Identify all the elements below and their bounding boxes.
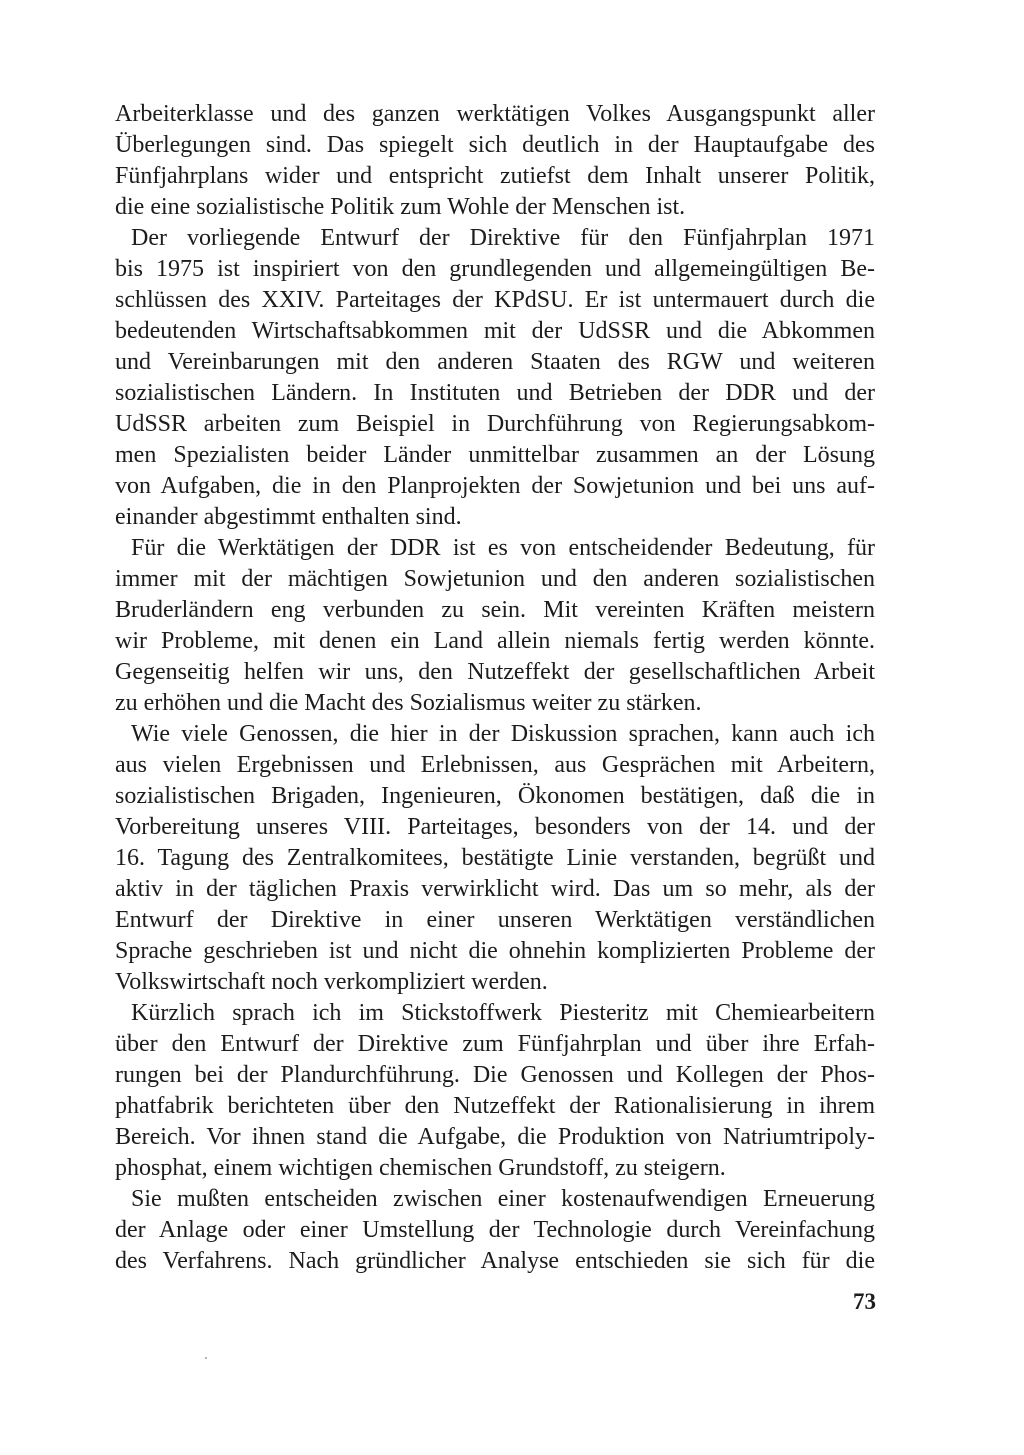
text-line: immer mit der mächtigen Sowjetunion und den anderen sozialistischen (115, 566, 875, 592)
text-line: und Vereinbarungen mit den anderen Staaten des RGW und weiteren (115, 349, 875, 375)
text-line: Sprache geschrieben ist und nicht die ohnehin komplizierten Probleme der (115, 938, 875, 964)
text-line: rungen bei der Plandurchführung. Die Genossen und Kollegen der Phos- (115, 1062, 875, 1088)
body-text (115, 99, 875, 1277)
paragraph-first-line: Sie mußten entscheiden zwischen einer kostenaufwendigen Erneuerung (131, 1186, 875, 1212)
text-line: bedeutenden Wirtschaftsabkommen mit der UdSSR und die Abkommen (115, 318, 875, 344)
text-line: von Aufgaben, die in den Planprojekten der Sowjetunion und bei uns auf- (115, 473, 875, 499)
text-line: Vorbereitung unseres VIII. Parteitages, besonders von der 14. und der (115, 814, 875, 840)
text-line: des Verfahrens. Nach gründlicher Analyse entschieden sie sich für die (115, 1248, 875, 1274)
text-line: Bruderländern eng verbunden zu sein. Mit vereinten Kräften meistern (115, 597, 875, 623)
text-line: Gegenseitig helfen wir uns, den Nutzeffekt der gesellschaftlichen Arbeit (115, 659, 875, 685)
text-line: sozialistischen Brigaden, Ingenieuren, Ökonomen bestätigen, daß die in (115, 783, 875, 809)
text-line: sozialistischen Ländern. In Instituten und Betrieben der DDR und der (115, 380, 875, 406)
text-line: Überlegungen sind. Das spiegelt sich deutlich in der Hauptaufgabe des (115, 132, 875, 158)
text-line: Entwurf der Direktive in einer unseren Werktätigen verständlichen (115, 907, 875, 933)
text-line: phosphat, einem wichtigen chemischen Grundstoff, zu steigern. (115, 1155, 726, 1181)
scan-speck (205, 1357, 207, 1359)
text-line: 16. Tagung des Zentralkomitees, bestätigte Linie verstanden, begrüßt und (115, 845, 875, 871)
text-line: wir Probleme, mit denen ein Land allein niemals fertig werden könnte. (115, 628, 875, 654)
paragraph-first-line: Für die Werktätigen der DDR ist es von entscheidender Bedeutung, für (131, 535, 875, 561)
text-line: UdSSR arbeiten zum Beispiel in Durchführung von Regierungsabkom- (115, 411, 875, 437)
page-number: 73 (853, 1289, 876, 1314)
text-line: bis 1975 ist inspiriert von den grundlegenden und allgemeingültigen Be- (115, 256, 875, 282)
text-line: Bereich. Vor ihnen stand die Aufgabe, die Produktion von Natriumtripoly- (115, 1124, 875, 1150)
paragraph-first-line: Kürzlich sprach ich im Stickstoffwerk Piesteritz mit Chemiearbeitern (131, 1000, 875, 1026)
text-line: Fünfjahrplans wider und entspricht zutiefst dem Inhalt unserer Politik, (115, 163, 875, 189)
text-line: phatfabrik berichteten über den Nutzeffekt der Rationalisierung in ihrem (115, 1093, 875, 1119)
paragraph-first-line: Der vorliegende Entwurf der Direktive für den Fünfjahrplan 1971 (131, 225, 875, 251)
text-line: einander abgestimmt enthalten sind. (115, 504, 462, 530)
text-line: aktiv in der täglichen Praxis verwirklicht wird. Das um so mehr, als der (115, 876, 875, 902)
text-line: über den Entwurf der Direktive zum Fünfjahrplan und über ihre Erfah- (115, 1031, 875, 1057)
paragraph-first-line: Wie viele Genossen, die hier in der Diskussion sprachen, kann auch ich (131, 721, 875, 747)
text-line: Arbeiterklasse und des ganzen werktätigen Volkes Ausgangspunkt aller (115, 101, 875, 127)
text-line: die eine sozialistische Politik zum Wohle der Menschen ist. (115, 194, 686, 220)
text-line: Volkswirtschaft noch verkompliziert werden. (115, 969, 548, 995)
text-line: zu erhöhen und die Macht des Sozialismus weiter zu stärken. (115, 690, 702, 716)
text-line: der Anlage oder einer Umstellung der Technologie durch Vereinfachung (115, 1217, 875, 1243)
text-line: men Spezialisten beider Länder unmittelbar zusammen an der Lösung (115, 442, 875, 468)
text-line: schlüssen des XXIV. Parteitages der KPdSU. Er ist untermauert durch die (115, 287, 875, 313)
text-line: aus vielen Ergebnissen und Erlebnissen, aus Gesprächen mit Arbeitern, (115, 752, 875, 778)
